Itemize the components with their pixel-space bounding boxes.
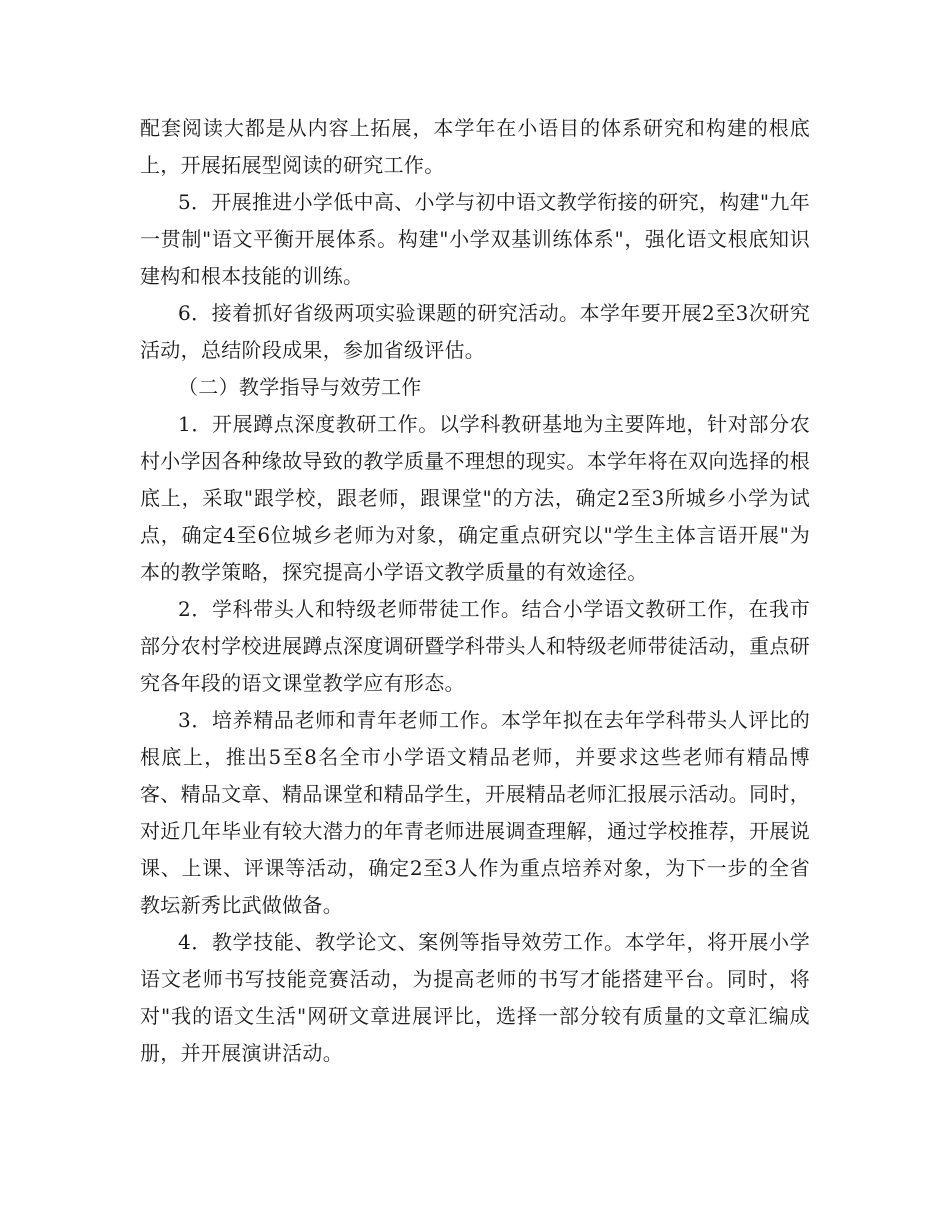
paragraph-item-5: 5．开展推进小学低中高、小学与初中语文教学衔接的研究，构建"九年一贯制"语文平衡开展体系。构建"小学双基训练体系"，强化语文根底知识建构和根本技能的训练。 <box>140 190 810 288</box>
section-heading: （二）教学指导与效劳工作 <box>178 375 422 399</box>
paragraph-item-6: 6．接着抓好省级两项实验课题的研究活动。本学年要开展2至3次研究活动，总结阶段成果，参加省级评估。 <box>140 301 810 362</box>
paragraph-item-4: 4．教学技能、教学论文、案例等指导效劳工作。本学年，将开展小学语文老师书写技能竞赛活动，为提高老师的书写才能搭建平台。同时，将对"我的语文生活"网研文章进展评比，选择一部分较有质量的文章汇编成册，并开展演讲活动。 <box>140 930 810 1065</box>
paragraph-item-2: 2．学科带头人和特级老师带徒工作。结合小学语文教研工作，在我市部分农村学校进展蹲点深度调研暨学科带头人和特级老师带徒活动，重点研究各年段的语文课堂教学应有形态。 <box>140 597 810 695</box>
document-body <box>140 110 810 1072</box>
paragraph-1: 配套阅读大都是从内容上拓展，本学年在小语目的体系研究和构建的根底上，开展拓展型阅读的研究工作。 <box>140 116 810 177</box>
paragraph-item-3: 3．培养精品老师和青年老师工作。本学年拟在去年学科带头人评比的根底上，推出5至8名全市小学语文精品老师，并要求这些老师有精品博客、精品文章、精品课堂和精品学生，开展精品老师汇报展示活动。同时，对近几年毕业有较大潜力的年青老师进展调查理解，通过学校推荐，开展说课、上课、评课等活动，确定2至3人作为重点培养对象，为下一步的全省教坛新秀比武做做备。 <box>140 708 810 917</box>
paragraph-item-1: 1．开展蹲点深度教研工作。以学科教研基地为主要阵地，针对部分农村小学因各种缘故导致的教学质量不理想的现实。本学年将在双向选择的根底上，采取"跟学校，跟老师，跟课堂"的方法，确定2至3所城乡小学为试点，确定4至6位城乡老师为对象，确定重点研究以"学生主体言语开展"为本的教学策略，探究提高小学语文教学质量的有效途径。 <box>140 412 810 584</box>
